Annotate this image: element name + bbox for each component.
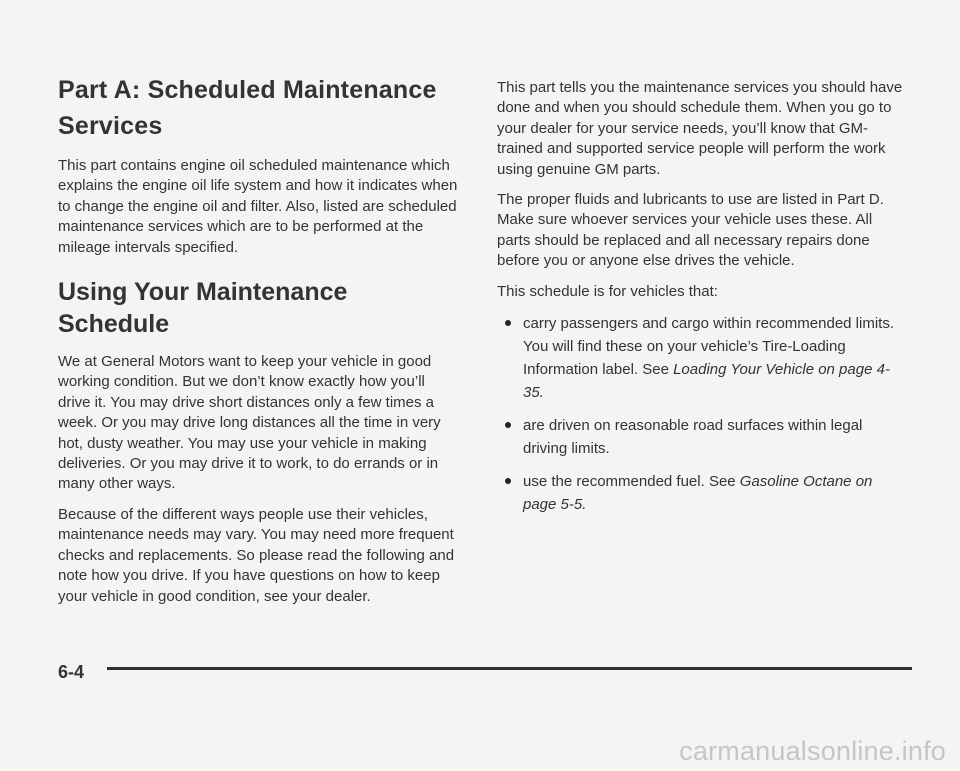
- page-reference: Loading Your Vehicle on page 4-35.: [523, 361, 890, 402]
- bullet-icon: [505, 478, 511, 484]
- list-item: [497, 312, 907, 404]
- right-column: [497, 78, 907, 526]
- vehicles-intro: This schedule is for vehicles that:: [497, 282, 718, 300]
- list-item: [497, 470, 907, 516]
- left-column: [58, 72, 458, 617]
- page-number: 6-4: [58, 662, 85, 682]
- page-reference: Gasoline Octane on page 5-5.: [523, 473, 873, 514]
- section-heading: Using Your Maintenance Schedule: [58, 278, 348, 339]
- list-item-text: carry passengers and cargo within recommended limits. You will find these on your vehicle’s Tire-Loading Information label. See: [523, 315, 894, 379]
- watermark: carmanualsonline.info: [679, 736, 946, 766]
- list-item-text: are driven on reasonable road surfaces within legal driving limits.: [523, 417, 863, 458]
- list-item: [497, 414, 907, 460]
- section-title: Part A: Scheduled Maintenance Services: [58, 76, 437, 140]
- schedule-paragraph-2: Because of the different ways people use their vehicles, maintenance needs may vary. You may need more frequent checks and replacements. So please read the following and note how you drive. If you have questions on how to keep your vehicle in good condition, see your dealer.: [58, 505, 455, 605]
- fluids-paragraph: The proper fluids and lubricants to use are listed in Part D. Make sure whoever services your vehicle uses these. All parts should be replaced and all necessary repairs done before you or anyone else drives the vehicle.: [497, 191, 884, 270]
- intro-paragraph: This part contains engine oil scheduled maintenance which explains the engine oil life system and how it indicates when to change the engine oil and filter. Also, listed are scheduled maintenance services which are to be performed at the mileage intervals specified.: [58, 157, 458, 256]
- schedule-paragraph-1: We at General Motors want to keep your vehicle in good working condition. But we don’t know exactly how you’ll drive it. You may drive short distances only a few times a week. Or you may drive long distances all the time in very hot, dusty weather. You may use your vehicle in making deliveries. Or you may drive it to work, to do errands or in many other ways.: [58, 353, 441, 493]
- vehicle-conditions-list: [497, 312, 907, 516]
- bullet-icon: [505, 422, 511, 428]
- footer-divider: [107, 667, 912, 670]
- services-paragraph: This part tells you the maintenance services you should have done and when you should schedule them. When you go to your dealer for your service needs, you’ll know that GM-trained and supported service people will perform the work using genuine GM parts.: [497, 79, 903, 178]
- list-item-text: use the recommended fuel. See: [523, 473, 740, 491]
- bullet-icon: [505, 320, 511, 326]
